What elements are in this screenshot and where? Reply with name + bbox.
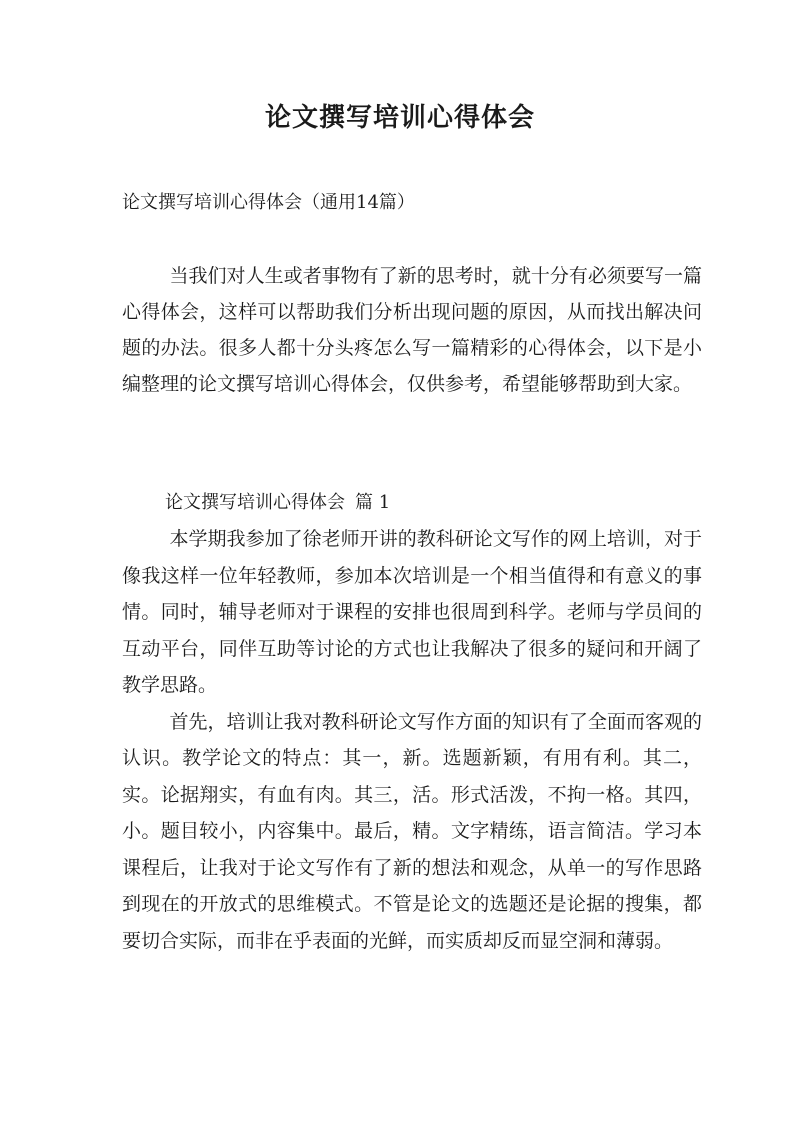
section-heading-number: 篇 1 <box>355 492 391 513</box>
document-title: 论文撰写培训心得体会 <box>264 103 535 133</box>
intro-paragraph: 当我们对人生或者事物有了新的思考时，就十分有必须要写一篇心得体会，这样可以帮助我们分析出现问题的原因，从而找出解决问题的办法。很多人都十分头疼怎么写一篇精彩的心得体会，以下是小编整理的论文撰写培训心得体会，仅供参考，希望能够帮助到大家。 <box>122 265 702 395</box>
body-paragraph: 首先，培训让我对教科研论文写作方面的知识有了全面而客观的认识。教学论文的特点：其一，新。选题新颖，有用有利。其二，实。论据翔实，有血有肉。其三，活。形式活泼，不拘一格。其四，小。题目较小，内容集中。最后，精。文字精练，语言简洁。学习本课程后，让我对于论文写作有了新的想法和观念，从单一的写作思路到现在的开放式的思维模式。不管是论文的选题还是论据的搜集，都要切合实际，而非在乎表面的光鲜，而实质却反而显空洞和薄弱。 <box>122 710 702 952</box>
section-body <box>122 521 702 959</box>
document-subtitle: 论文撰写培训心得体会（通用14篇） <box>122 192 415 213</box>
section-heading-title: 论文撰写培训心得体会 <box>165 492 345 513</box>
body-paragraph: 本学期我参加了徐老师开讲的教科研论文写作的网上培训，对于像我这样一位年轻教师，参加本次培训是一个相当值得和有意义的事情。同时，辅导老师对于课程的安排也很周到科学。老师与学员间的互动平台，同伴互助等讨论的方式也让我解决了很多的疑问和开阔了教学思路。 <box>122 528 702 696</box>
section-heading <box>165 485 390 521</box>
